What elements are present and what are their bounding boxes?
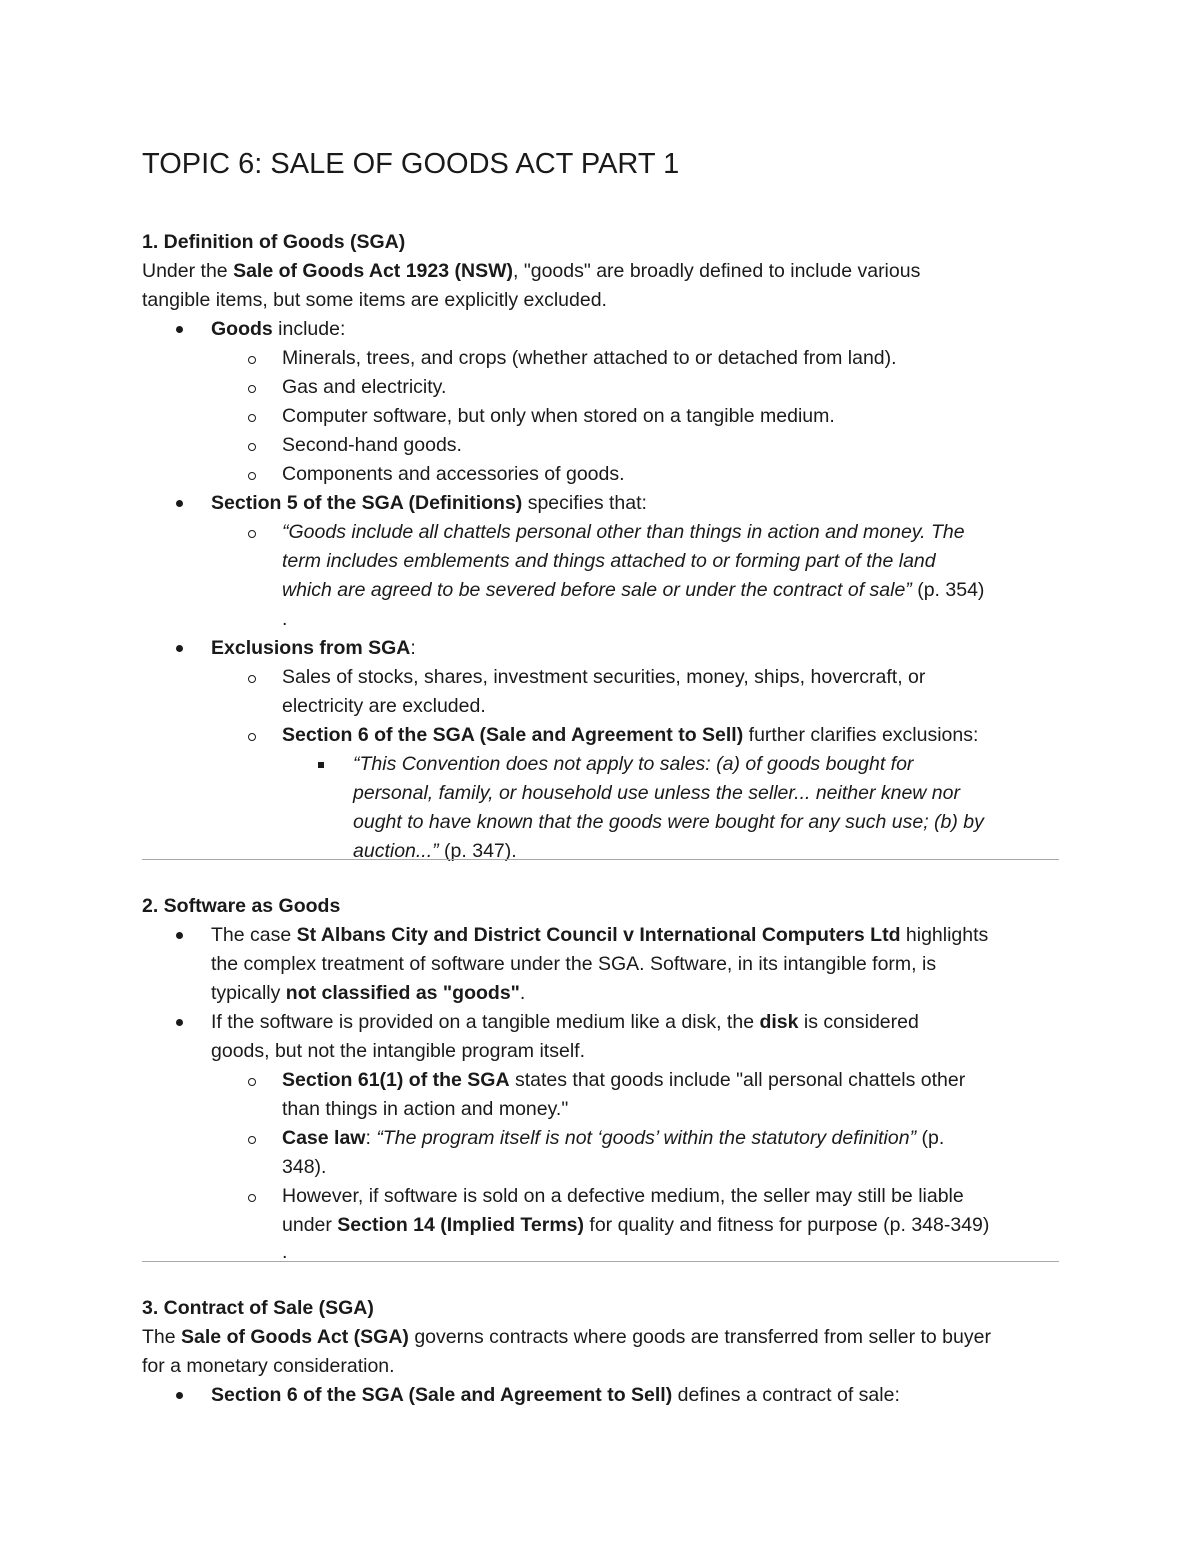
goods-item-1: Minerals, trees, and crops (whether attached to or detached from land).	[282, 347, 897, 369]
defective-medium-line-1: However, if software is sold on a defective medium, the seller may still be liable	[282, 1185, 964, 1207]
bullet-dot	[176, 326, 183, 333]
section-2-heading: 2. Software as Goods	[142, 895, 341, 917]
horizontal-rule	[142, 859, 1059, 860]
section-61-line-2: than things in action and money."	[282, 1098, 569, 1120]
sub-bullet-circle	[248, 443, 256, 451]
section-1-intro-line-2: tangible items, but some items are explicitly excluded.	[142, 289, 607, 311]
goods-item-4: Second-hand goods.	[282, 434, 462, 456]
section-1-heading: 1. Definition of Goods (SGA)	[142, 231, 406, 253]
bullet-dot	[176, 932, 183, 939]
section-5-item: Section 5 of the SGA (Definitions) specifies that:	[211, 492, 647, 514]
section-6-quote-line-4: auction...” (p. 347).	[353, 840, 517, 862]
defective-medium-line-3: .	[282, 1241, 288, 1263]
sub-bullet-circle	[248, 675, 256, 683]
bullet-dot	[176, 500, 183, 507]
horizontal-rule	[142, 1261, 1059, 1262]
sub-bullet-circle	[248, 1136, 256, 1144]
section-5-quote-line-1: “Goods include all chattels personal other than things in action and money. The	[282, 521, 965, 543]
sub-bullet-circle	[248, 1194, 256, 1202]
sub-bullet-circle	[248, 530, 256, 538]
goods-item-5: Components and accessories of goods.	[282, 463, 625, 485]
section-6-quote-line-3: ought to have known that the goods were bought for any such use; (b) by	[353, 811, 984, 833]
sub-bullet-circle	[248, 385, 256, 393]
section-3-heading: 3. Contract of Sale (SGA)	[142, 1297, 374, 1319]
exclusion-1-line-2: electricity are excluded.	[282, 695, 486, 717]
contract-of-sale-item: Section 6 of the SGA (Sale and Agreement to Sell) defines a contract of sale:	[211, 1384, 900, 1406]
section-1-intro-line-1: Under the Sale of Goods Act 1923 (NSW), "goods" are broadly defined to include various	[142, 260, 921, 282]
goods-include-item: Goods include:	[211, 318, 346, 340]
sub-bullet-circle	[248, 414, 256, 422]
sub-bullet-circle	[248, 733, 256, 741]
page-title: TOPIC 6: SALE OF GOODS ACT PART 1	[142, 148, 680, 180]
bullet-dot	[176, 645, 183, 652]
sub-bullet-circle	[248, 472, 256, 480]
goods-item-3: Computer software, but only when stored on a tangible medium.	[282, 405, 835, 427]
section-6-item: Section 6 of the SGA (Sale and Agreement to Sell) further clarifies exclusions:	[282, 724, 979, 746]
goods-item-2: Gas and electricity.	[282, 376, 447, 398]
sub-bullet-circle	[248, 356, 256, 364]
case-law-line-2: 348).	[282, 1156, 327, 1178]
exclusions-item: Exclusions from SGA:	[211, 637, 416, 659]
section-6-quote-line-2: personal, family, or household use unless the seller... neither knew nor	[353, 782, 960, 804]
bullet-dot	[176, 1019, 183, 1026]
section-6-quote-line-1: “This Convention does not apply to sales: (a) of goods bought for	[353, 753, 914, 775]
section-3-intro-line-1: The Sale of Goods Act (SGA) governs contracts where goods are transferred from seller to buyer	[142, 1326, 991, 1348]
section-61-line-1: Section 61(1) of the SGA states that goods include "all personal chattels other	[282, 1069, 966, 1091]
section-5-quote-line-3: which are agreed to be severed before sale or under the contract of sale” (p. 354)	[282, 579, 985, 601]
software-bullet-1-line-1: The case St Albans City and District Council v International Computers Ltd highlights	[211, 924, 989, 946]
sub-sub-bullet-square	[318, 762, 324, 768]
exclusion-1-line-1: Sales of stocks, shares, investment securities, money, ships, hovercraft, or	[282, 666, 926, 688]
section-5-quote-line-2: term includes emblements and things attached to or forming part of the land	[282, 550, 936, 572]
case-law-line-1: Case law: “The program itself is not ‘goods’ within the statutory definition” (p.	[282, 1127, 945, 1149]
software-bullet-1-line-2: the complex treatment of software under the SGA. Software, in its intangible form, is	[211, 953, 937, 975]
bullet-dot	[176, 1392, 183, 1399]
software-bullet-2-line-2: goods, but not the intangible program itself.	[211, 1040, 585, 1062]
section-5-quote-line-4: .	[282, 608, 288, 630]
defective-medium-line-2: under Section 14 (Implied Terms) for quality and fitness for purpose (p. 348-349)	[282, 1214, 990, 1236]
software-bullet-2-line-1: If the software is provided on a tangible medium like a disk, the disk is considered	[211, 1011, 919, 1033]
sub-bullet-circle	[248, 1078, 256, 1086]
software-bullet-1-line-3: typically not classified as "goods".	[211, 982, 526, 1004]
section-3-intro-line-2: for a monetary consideration.	[142, 1355, 395, 1377]
